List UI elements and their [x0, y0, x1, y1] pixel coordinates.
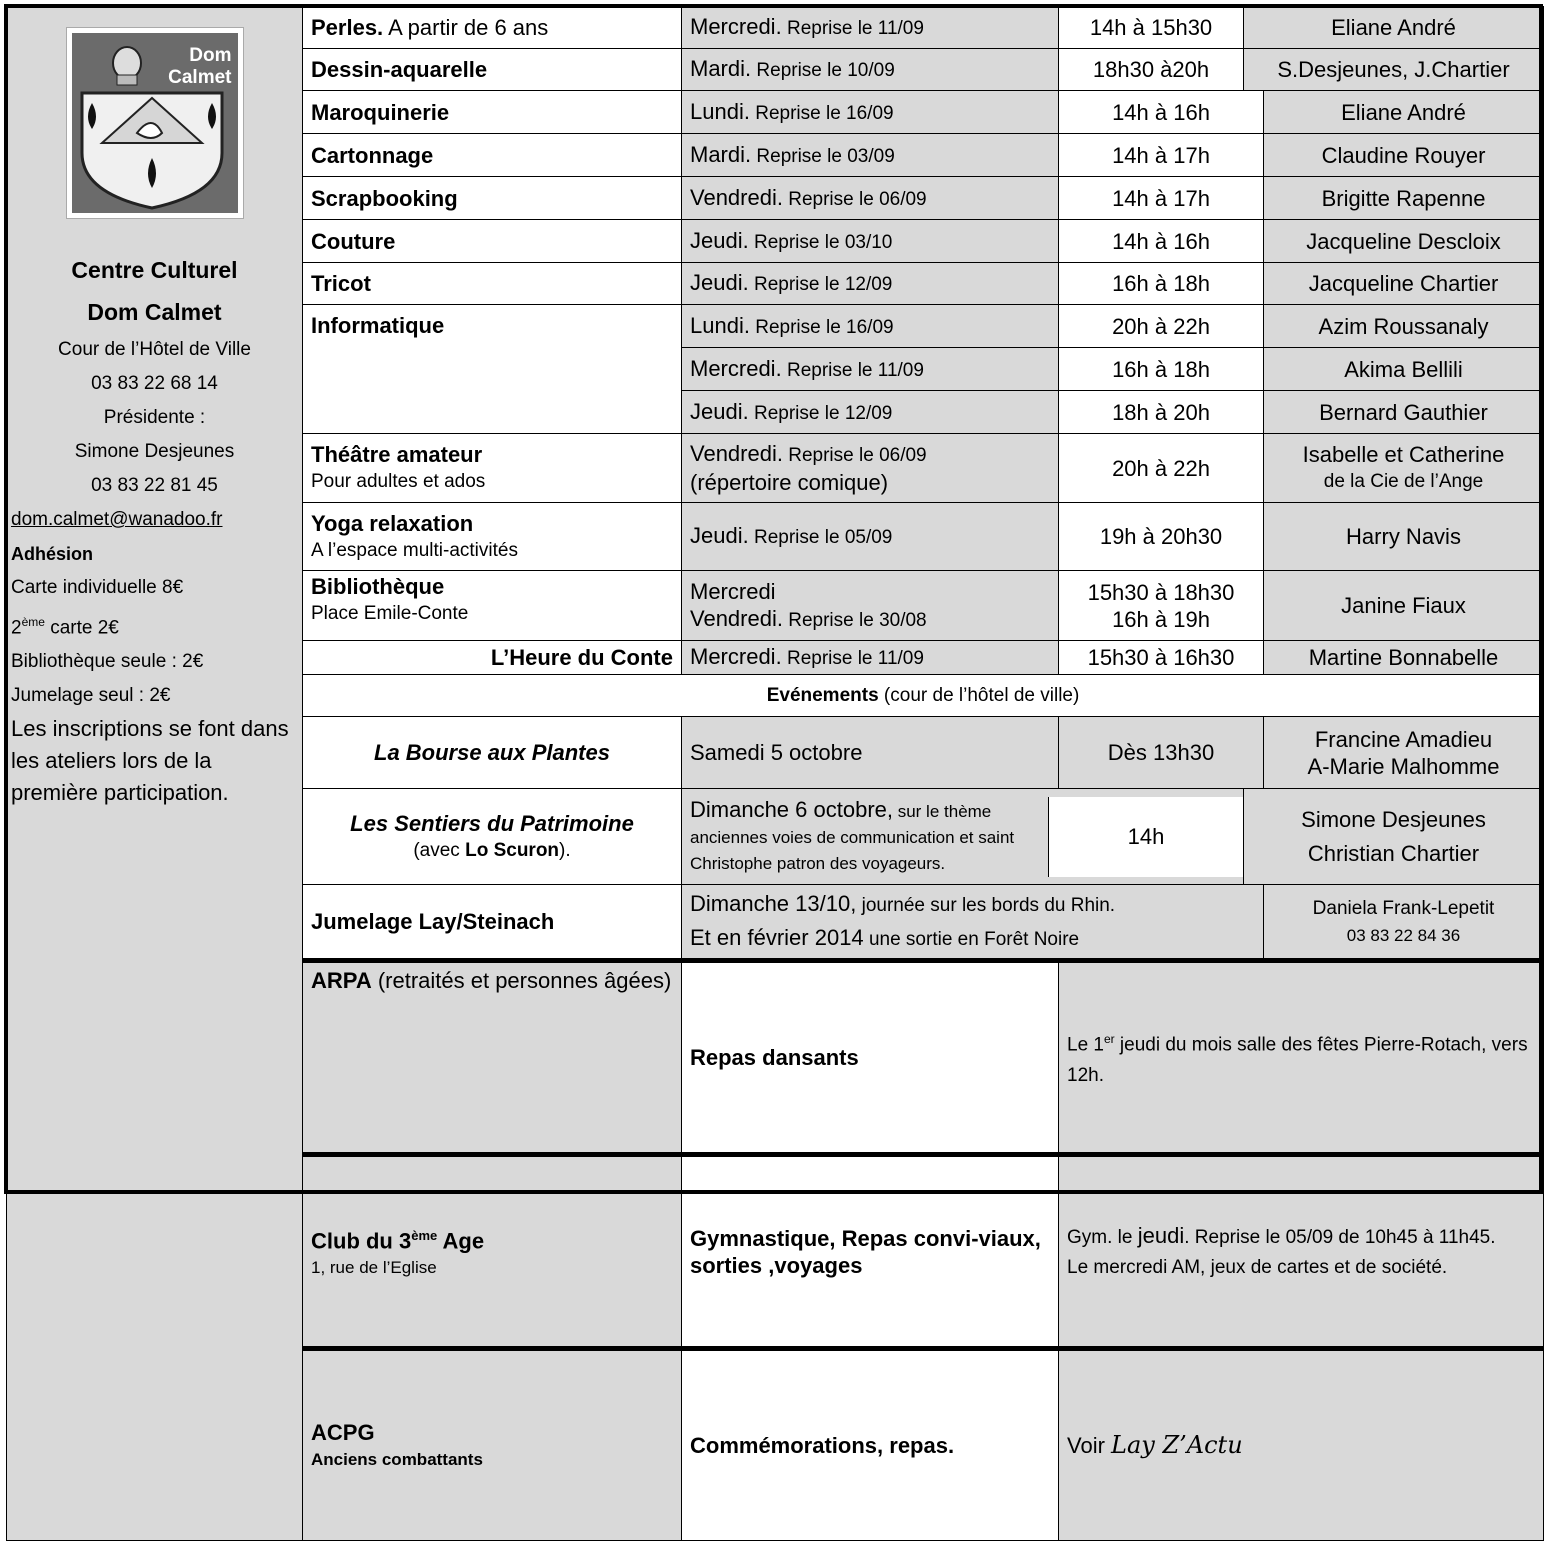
org-name-1: Centre Culturel [71, 257, 238, 283]
dom-calmet-logo [66, 27, 244, 219]
activity-leader: Jacqueline Chartier [1264, 263, 1544, 305]
president-name: Simone Desjeunes [74, 441, 235, 462]
activity-time: 19h à 20h30 [1059, 503, 1264, 571]
activity-time: 16h à 18h [1059, 263, 1264, 305]
activity-time: 15h30 à 18h30 16h à 19h [1059, 571, 1264, 641]
activities-table [6, 6, 1544, 1541]
club-desc: Gym. le jeudi. Reprise le 05/09 de 10h45 à 11h45. Le mercredi AM, jeux de cartes et de société. [1059, 1155, 1544, 1349]
event-desc: Dimanche 6 octobre, sur le thème anciennes voies de communication et saint Christophe patron des voyageurs. 14h [682, 789, 1244, 885]
activity-title-library: Bibliothèque Place Emile-Conte [303, 571, 682, 641]
email-link[interactable]: dom.calmet@wanadoo.fr [11, 509, 223, 530]
activity-day: Mercredi Vendredi. Reprise le 30/08 [682, 571, 1059, 641]
event-title-heritage: Les Sentiers du Patrimoine (avec Lo Scuron). [303, 789, 682, 885]
activity-leader: Akima Bellili [1264, 348, 1544, 391]
activity-leader: Jacqueline Descloix [1264, 220, 1544, 263]
activity-time: 14h à 16h [1059, 220, 1264, 263]
event-date: Samedi 5 octobre [682, 717, 1059, 789]
activity-leader: S.Desjeunes, J.Chartier [1244, 49, 1544, 91]
activity-title-story: L’Heure du Conte [303, 641, 682, 675]
registration-note: Les inscriptions se font dans les ateliers lors de la première participation. [11, 716, 289, 806]
activity-leader: Harry Navis [1264, 503, 1544, 571]
activity-day: Mercredi. Reprise le 11/09 [682, 7, 1059, 49]
event-desc: Dimanche 13/10, journée sur les bords du Rhin. Et en février 2014 une sortie en Forêt Noire [682, 885, 1264, 961]
org-address: Cour de l’Hôtel de Ville [58, 339, 251, 360]
activity-leader: Janine Fiaux [1264, 571, 1544, 641]
second-card: 2ème carte 2€ [11, 615, 119, 639]
logo-text: Dom Calmet [168, 45, 232, 88]
org-name-2: Dom Calmet [87, 299, 222, 325]
club-activity: Commémorations, repas. [682, 1349, 1059, 1541]
activity-leader: Eliane André [1244, 7, 1544, 49]
club-3eme-age: Club du 3ème Age 1, rue de l’Eglise [303, 1155, 682, 1349]
activity-leader: Claudine Rouyer [1264, 134, 1544, 177]
membership-title: Adhésion [11, 544, 94, 564]
org-phone: 03 83 22 68 14 [91, 373, 218, 394]
activity-time: 18h30 à20h [1059, 49, 1244, 91]
activity-leader: Azim Roussanaly [1264, 305, 1544, 348]
activity-day: Vendredi. Reprise le 06/09 (répertoire comique) [682, 434, 1059, 503]
activity-day: Jeudi. Reprise le 12/09 [682, 263, 1059, 305]
events-header: Evénements (cour de l’hôtel de ville) [303, 675, 1544, 717]
club-activity: Repas dansants [682, 961, 1059, 1155]
activity-time: 20h à 22h [1059, 305, 1264, 348]
activity-day: Jeudi. Reprise le 03/10 [682, 220, 1059, 263]
activity-day: Mercredi. Reprise le 11/09 [682, 348, 1059, 391]
activity-day: Jeudi. Reprise le 05/09 [682, 503, 1059, 571]
activity-title: Dessin-aquarelle [303, 49, 682, 91]
event-leader: Daniela Frank-Lepetit 03 83 22 84 36 [1264, 885, 1544, 961]
president-label: Présidente : [103, 407, 206, 428]
activity-leader: Isabelle et Catherine de la Cie de l’Ange [1264, 434, 1544, 503]
activity-time: 14h à 17h [1059, 134, 1264, 177]
activity-leader: Martine Bonnabelle [1264, 641, 1544, 675]
activity-leader: Brigitte Rapenne [1264, 177, 1544, 220]
library-only: Bibliothèque seule : 2€ [11, 651, 204, 673]
event-time: 14h [1048, 797, 1243, 877]
activity-time: 14h à 16h [1059, 91, 1264, 134]
activity-title: Couture [303, 220, 682, 263]
activity-time: 16h à 18h [1059, 348, 1264, 391]
activity-title: Tricot [303, 263, 682, 305]
event-leader: Francine Amadieu A-Marie Malhomme [1264, 717, 1544, 789]
activity-time: 14h à 15h30 [1059, 7, 1244, 49]
activity-time: 15h30 à 16h30 [1059, 641, 1264, 675]
club-desc: Le 1er jeudi du mois salle des fêtes Pierre-Rotach, vers 12h. [1059, 961, 1544, 1155]
activity-title: Scrapbooking [303, 177, 682, 220]
activity-day: Lundi. Reprise le 16/09 [682, 91, 1059, 134]
club-arpa: ARPA (retraités et personnes âgées) [303, 961, 682, 1155]
card-individual: Carte individuelle 8€ [11, 577, 184, 598]
activity-title-yoga: Yoga relaxation A l’espace multi-activités [303, 503, 682, 571]
event-title-plants: La Bourse aux Plantes [303, 717, 682, 789]
activity-title: Cartonnage [303, 134, 682, 177]
event-leader: Simone Desjeunes Christian Chartier [1244, 789, 1544, 885]
event-title-twinning: Jumelage Lay/Steinach [303, 885, 682, 961]
event-time: Dès 13h30 [1059, 717, 1264, 789]
club-activity: Gymnastique, Repas convi-viaux, sorties ,voyages [682, 1155, 1059, 1349]
activity-title: Maroquinerie [303, 91, 682, 134]
activity-time: 14h à 17h [1059, 177, 1264, 220]
president-phone: 03 83 22 81 45 [91, 475, 218, 496]
club-desc: Voir Lay Z’Actu [1059, 1349, 1544, 1541]
activity-day: Mardi. Reprise le 03/09 [682, 134, 1059, 177]
activity-day: Lundi. Reprise le 16/09 [682, 305, 1059, 348]
activity-time: 18h à 20h [1059, 391, 1264, 434]
activity-title-theatre: Théâtre amateur Pour adultes et ados [303, 434, 682, 503]
activity-day: Mardi. Reprise le 10/09 [682, 49, 1059, 91]
activity-leader: Bernard Gauthier [1264, 391, 1544, 434]
activity-day: Mercredi. Reprise le 11/09 [682, 641, 1059, 675]
activity-time: 20h à 22h [1059, 434, 1264, 503]
activity-day: Vendredi. Reprise le 06/09 [682, 177, 1059, 220]
activity-leader: Eliane André [1264, 91, 1544, 134]
activity-day: Jeudi. Reprise le 12/09 [682, 391, 1059, 434]
club-acpg: ACPG Anciens combattants [303, 1349, 682, 1541]
activity-title-informatique: Informatique [303, 305, 682, 434]
org-info-column [7, 7, 303, 1541]
activity-title: Perles. A partir de 6 ans [303, 7, 682, 49]
twinning-only: Jumelage seul : 2€ [11, 685, 171, 707]
